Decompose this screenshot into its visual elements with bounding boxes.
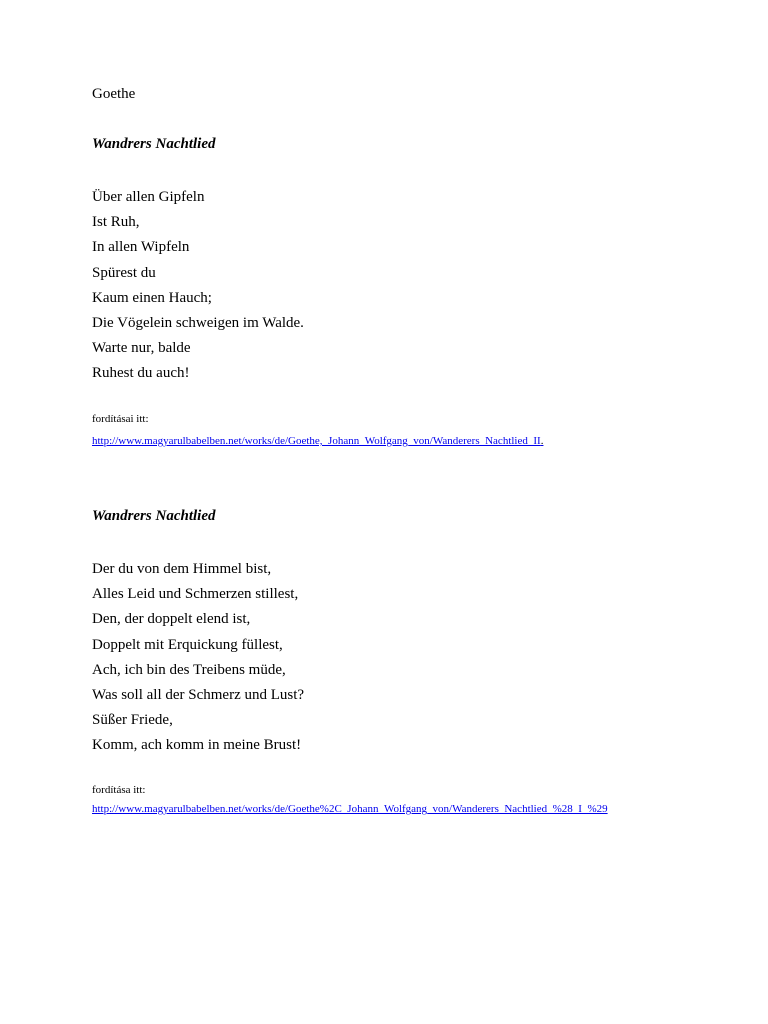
verse-line: Ruhest du auch!: [92, 365, 190, 382]
verse-line: Süßer Friede,: [92, 712, 173, 729]
verse-line: Über allen Gipfeln: [92, 189, 205, 205]
verse-line: Den, der doppelt elend ist,: [92, 611, 251, 628]
verse-line: Was soll all der Schmerz und Lust?: [92, 686, 305, 703]
poem-stanza-1: [92, 185, 304, 387]
verse-line: Die Vögelein schweigen im Walde.: [92, 314, 304, 331]
verse-line: Kaum einen Hauch;: [92, 289, 212, 306]
poem-stanza-2: [92, 557, 304, 759]
poem-title-2: Wandrers Nachtlied: [92, 508, 216, 524]
translation-link-2[interactable]: http://www.magyarulbabelben.net/works/de/Goethe%2C_Johann_Wolfgang_von/Wanderers_Nachtlied_%28_I_%29: [92, 803, 608, 815]
verse-line: Alles Leid und Schmerzen stillest,: [92, 586, 299, 603]
translation-label-1: fordításai itt:: [92, 413, 149, 425]
verse-line: In allen Wipfeln: [92, 239, 190, 256]
verse-line: Ist Ruh,: [92, 214, 140, 231]
verse-line: Komm, ach komm in meine Brust!: [92, 737, 302, 754]
author-name: Goethe: [92, 86, 136, 102]
verse-line: Spürest du: [92, 264, 156, 281]
verse-line: Ach, ich bin des Treibens müde,: [92, 661, 286, 678]
verse-line: Warte nur, balde: [92, 340, 191, 357]
translation-link-1-text[interactable]: http://www.magyarulbabelben.net/works/de/Goethe,_Johann_Wolfgang_von/Wanderers_Nachtlied_II: [92, 435, 541, 447]
verse-line: Der du von dem Himmel bist,: [92, 561, 272, 577]
translation-link-1[interactable]: [92, 435, 543, 448]
verse-line: Doppelt mit Erquickung füllest,: [92, 636, 283, 653]
poem-title-1: Wandrers Nachtlied: [92, 136, 216, 152]
translation-label-2: fordítása itt:: [92, 784, 146, 796]
link-trailing-period: .: [540, 435, 544, 447]
